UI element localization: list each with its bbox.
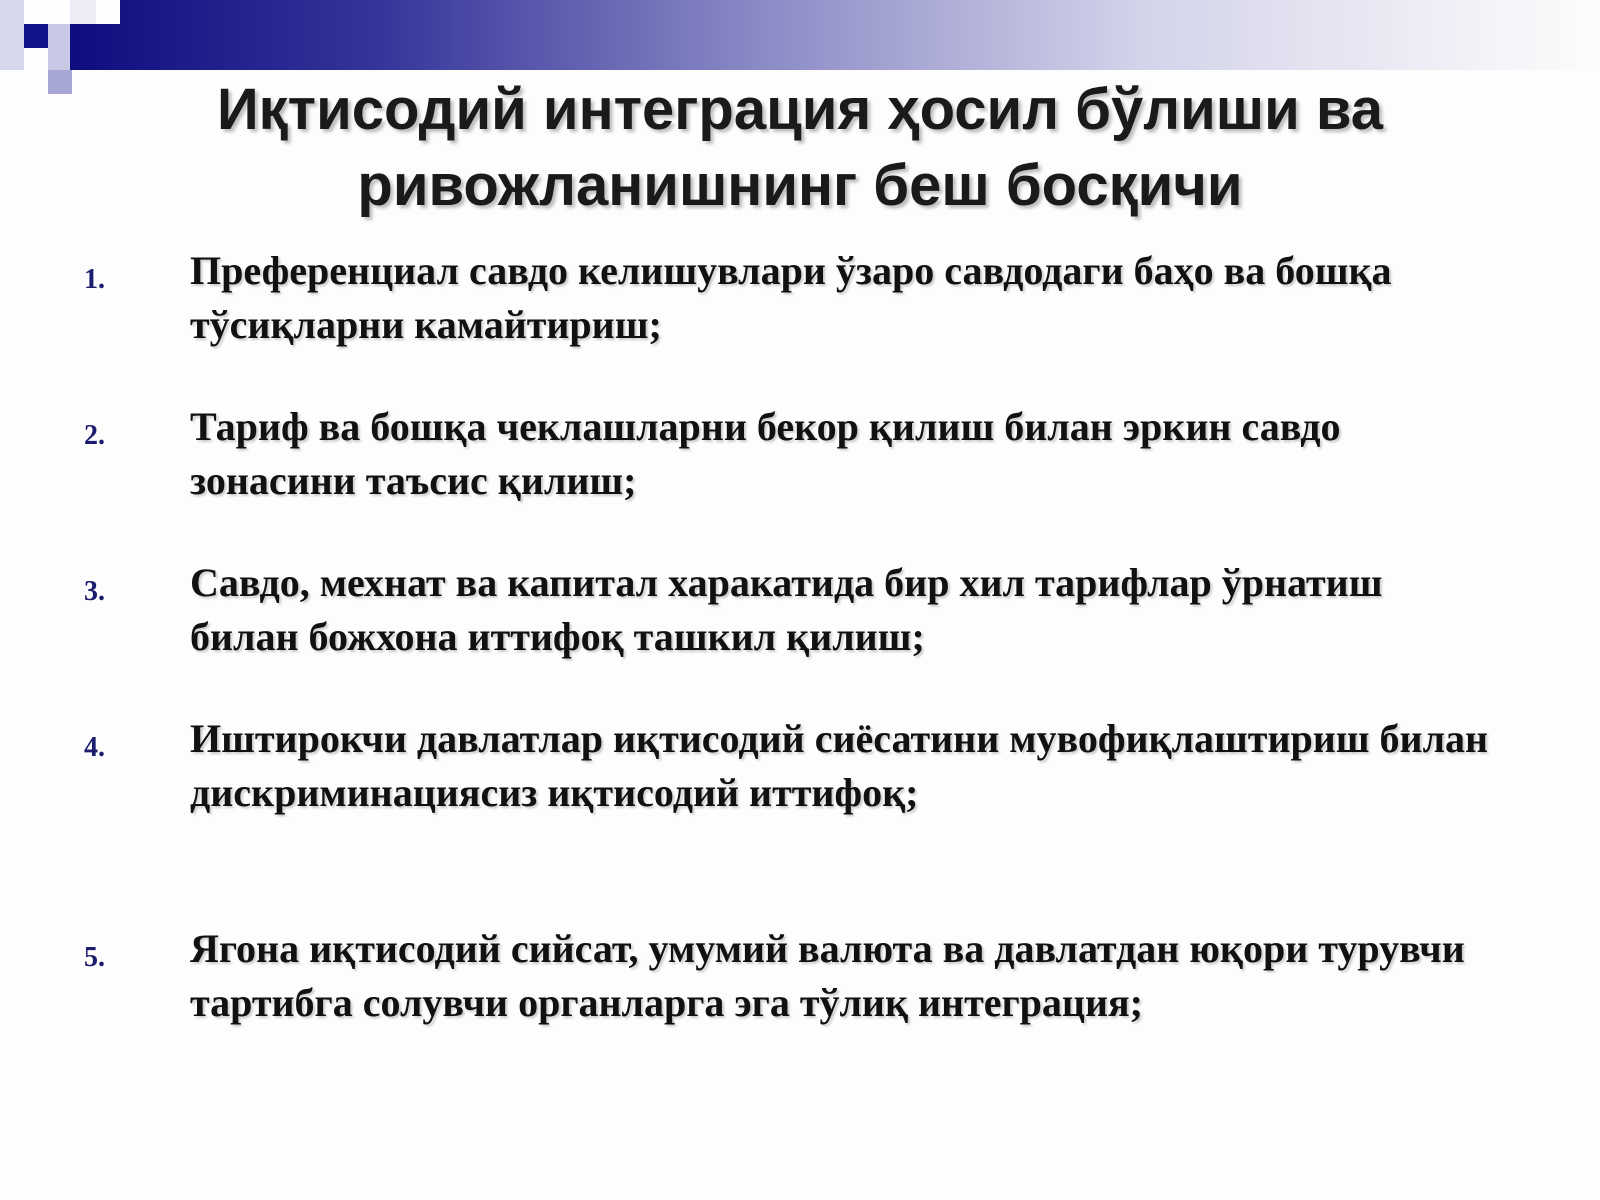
slide-title-line2: ривожланишнинг беш босқичи	[357, 153, 1243, 218]
header-gradient-bar	[70, 0, 1600, 70]
decor-square	[70, 0, 96, 24]
decor-square	[48, 70, 72, 94]
decor-square	[96, 0, 120, 24]
decor-square	[24, 24, 48, 48]
slide-title	[100, 72, 1500, 224]
list-item-number: 5.	[84, 942, 105, 973]
decor-square	[48, 24, 70, 70]
list-item-number: 1.	[84, 264, 105, 295]
list-item-number: 3.	[84, 576, 105, 607]
list-item-text: Тариф ва бошқа чеклашларни бекор қилиш билан эркин савдо зонасини таъсис қилиш;	[190, 404, 1341, 503]
list-item-number: 4.	[84, 732, 105, 763]
list-item-text: Ягона иқтисодий сийсат, умумий валюта ва давлатдан юқори турувчи тартибга солувчи органларга эга тўлиқ интеграция;	[190, 926, 1465, 1025]
list-item-text: Иштирокчи давлатлар иқтисодий сиёсатини мувофиқлаштириш билан дискриминациясиз иқтисодий иттифоқ;	[190, 716, 1489, 815]
list-item-text: Преференциал савдо келишувлари ўзаро савдодаги баҳо ва бошқа тўсиқларни камайтириш;	[190, 248, 1392, 347]
slide-title-line1: Иқтисодий интеграция ҳосил бўлиши ва	[216, 77, 1384, 142]
list-item-text: Савдо, мехнат ва капитал харакатида бир хил тарифлар ўрнатиш билан божхона иттифоқ ташкил қилиш;	[190, 560, 1383, 659]
decor-square	[0, 0, 24, 70]
list-item-number: 2.	[84, 420, 105, 451]
